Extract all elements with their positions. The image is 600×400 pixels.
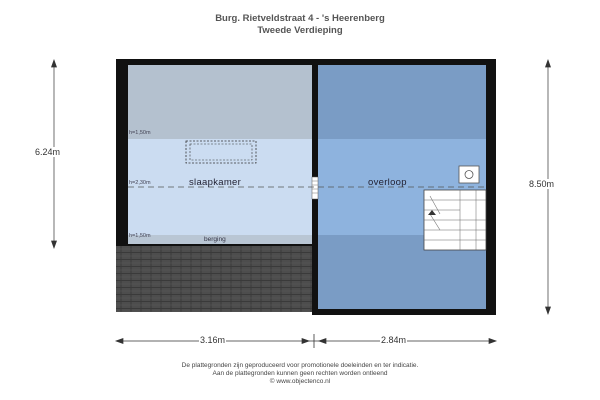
landing-dark-top: [318, 65, 486, 139]
room-label-storage: berging: [204, 236, 226, 243]
outer-wall-left: [116, 59, 128, 246]
footer-copyright: © www.objectenco.nl: [269, 378, 331, 385]
height-label-2: h=2,30m: [129, 180, 151, 186]
outer-wall-bottom: [312, 309, 496, 315]
bedroom-low-zone-top: [128, 65, 312, 139]
inner-wall-divider-bottom: [312, 199, 318, 315]
room-label-bedroom: slaapkamer: [189, 177, 242, 188]
dim-label-right-height: 8.50m: [529, 179, 555, 189]
dim-label-left-height: 6.24m: [35, 147, 61, 157]
dim-label-width-right: 2.84m: [381, 335, 407, 345]
footer-disclaimer-2: Aan de plattegronden kunnen geen rechten worden ontleend: [212, 370, 388, 377]
door-opening: [312, 177, 318, 199]
dim-label-width-left: 3.16m: [200, 335, 226, 345]
staircase: [424, 190, 486, 250]
height-label-1: h=1,50m: [129, 130, 151, 136]
roof-tiles: [116, 246, 312, 312]
outer-wall-top: [116, 59, 496, 65]
height-label-3: h=1,50m: [129, 233, 151, 239]
room-label-landing: overloop: [368, 177, 407, 188]
address-title: Burg. Rietveldstraat 4 - 's Heerenberg: [215, 13, 385, 24]
outer-wall-right: [486, 59, 496, 315]
boiler-dial-icon: [465, 171, 473, 179]
footer-disclaimer-1: De plattegronden zijn geproduceerd voor promotionele doeleinden en ter indicatie.: [181, 362, 419, 369]
floor-title: Tweede Verdieping: [257, 25, 343, 36]
storage-wall: [128, 244, 312, 246]
inner-wall-divider-top: [312, 59, 318, 177]
